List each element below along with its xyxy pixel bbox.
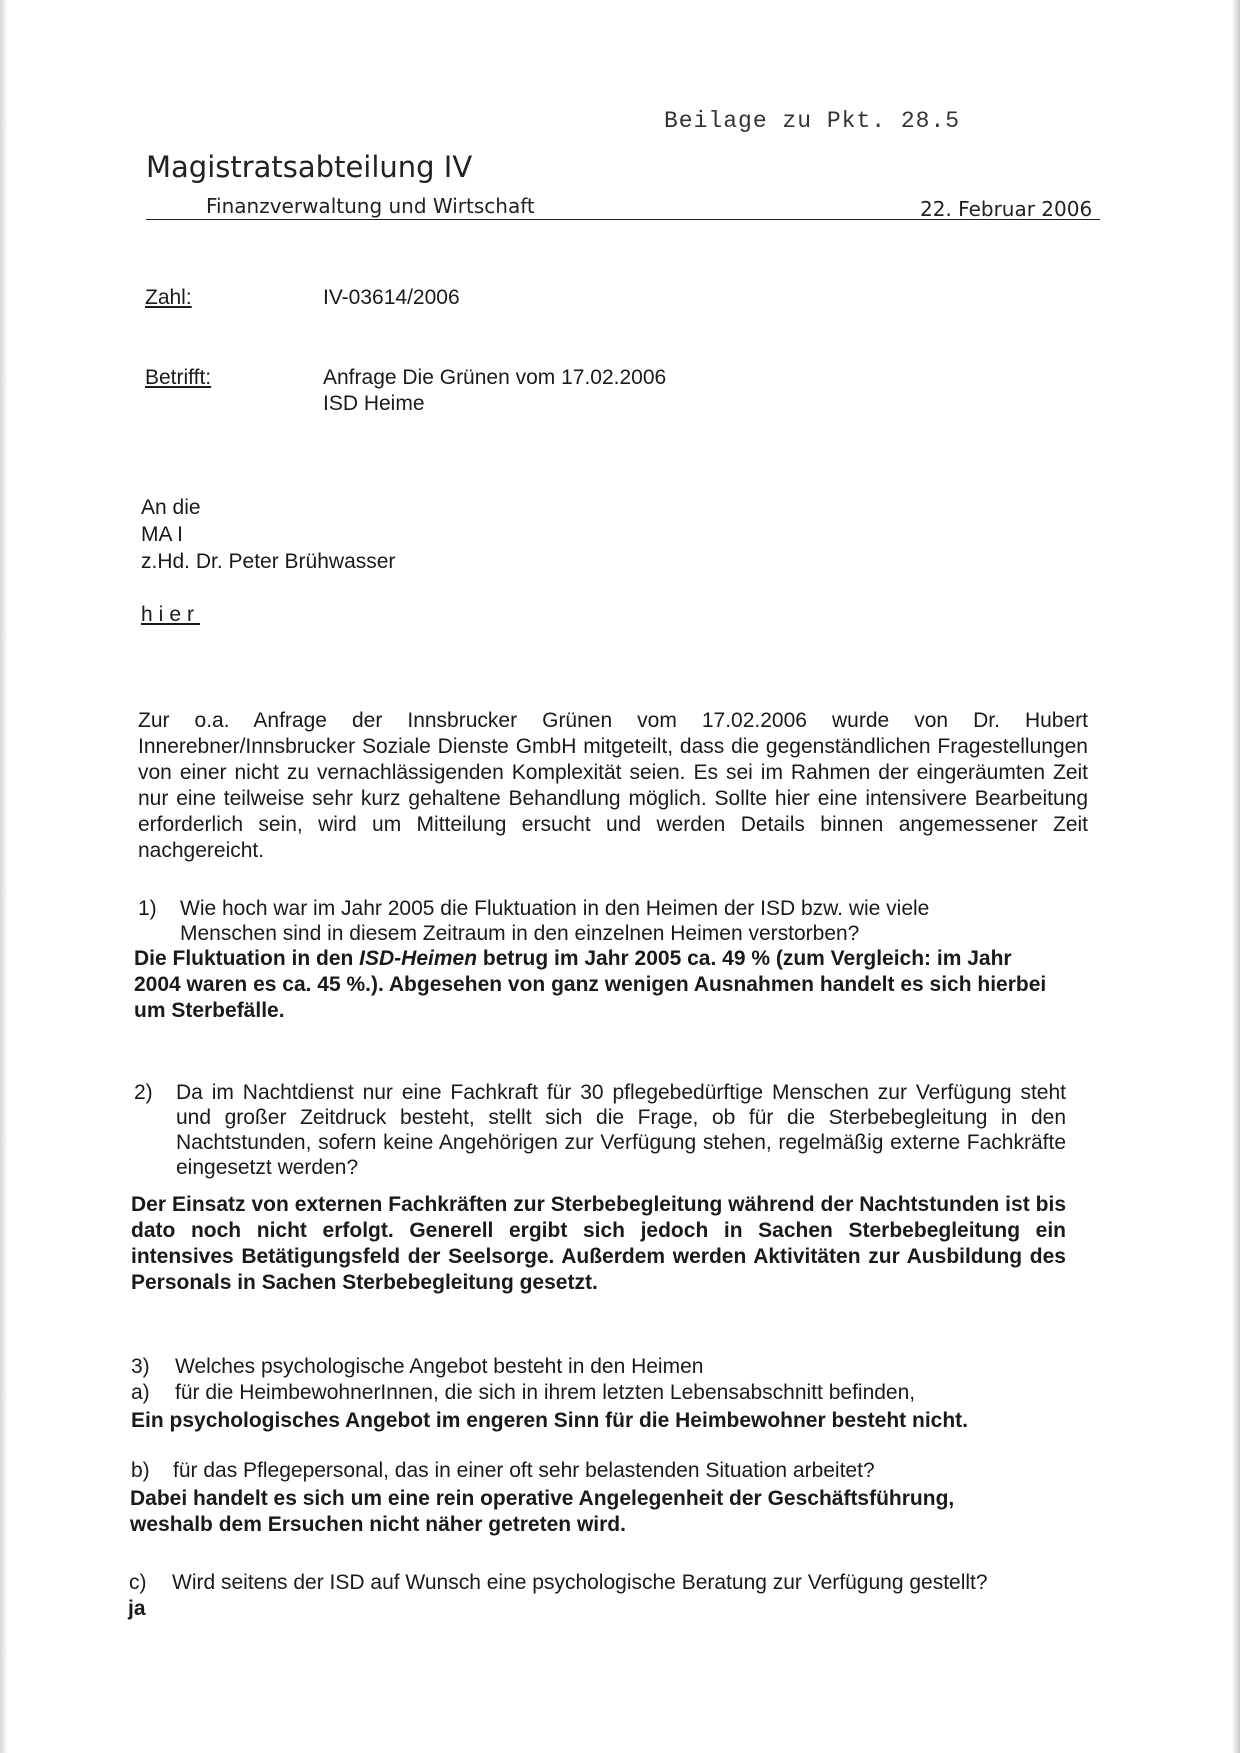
q3a-question: für die HeimbewohnerInnen, die sich in ihrem letzten Lebensabschnitt befinden, [175,1381,916,1404]
recipient-location: hier [141,603,201,626]
q1-answer-emphasis: ISD-Heimen [359,947,478,970]
q3b-label: b) [131,1459,150,1482]
q2-number: 2) [134,1081,153,1104]
q2-question: Da im Nachtdienst nur eine Fachkraft für 30 pflegebedürftige Menschen zur Verfügung steht und großer Zeitdruck besteht, stellt sich die Frage, ob für die Sterbebegleitung in den Nachtstunden, sofern keine Angehörigen zur Verfügung stehen, regelmäßig externe Fachkräfte eingesetzt werden? [176,1081,1066,1179]
q3b-answer-line-2: weshalb dem Ersuchen nicht näher getreten wird. [130,1513,626,1536]
betrifft-label: Betrifft: [145,366,212,389]
betrifft-line-1: Anfrage Die Grünen vom 17.02.2006 [323,366,667,389]
recipient-line-3: z.Hd. Dr. Peter Brühwasser [141,550,396,573]
zahl-value: IV-03614/2006 [323,286,460,309]
q1-answer [134,946,1064,1024]
scan-edge-left [0,0,8,1753]
scan-edge-right [1232,0,1240,1753]
header-rule [146,219,1100,220]
q3a-answer: Ein psychologisches Angebot im engeren Sinn für die Heimbewohner besteht nicht. [131,1409,969,1432]
intro-paragraph: Zur o.a. Anfrage der Innsbrucker Grünen vom 17.02.2006 wurde von Dr. Hubert Innerebner/Innsbrucker Soziale Dienste GmbH mitgeteilt, dass die gegenständlichen Fragestellungen von einer nicht zu vernachlässigenden Komplexität seien. Es sei im Rahmen der eingeräumten Zeit nur eine teilweise sehr kurz gehaltene Behandlung möglich. Sollte hier eine intensivere Bearbeitung erforderlich sein, wird um Mitteilung ersucht und werden Details binnen angemessener Zeit nachgereicht. [138,709,1088,862]
document-date: 22. Februar 2006 [920,197,1093,221]
q1-answer-part-2: betrug im Jahr 2005 ca. 49 % (zum Vergleich: im Jahr 2004 waren es ca. 45 %.). Abgesehen von ganz wenigen Ausnahmen handelt es sich hierbei um Sterbefälle. [134,947,1047,1022]
q3c-answer: ja [128,1597,146,1620]
recipient-line-1: An die [141,496,201,519]
q3b-answer-line-1: Dabei handelt es sich um eine rein operative Angelegenheit der Geschäftsführung, [130,1487,955,1510]
q3-number: 3) [131,1355,150,1378]
q3a-label: a) [131,1381,150,1404]
attachment-stamp: Beilage zu Pkt. 28.5 [664,108,961,134]
q3c-question: Wird seitens der ISD auf Wunsch eine psychologische Beratung zur Verfügung gestellt? [172,1571,988,1594]
recipient-line-2: MA I [141,523,184,546]
q1-question-line-2: Menschen sind in diesem Zeitraum in den einzelnen Heimen verstorben? [180,922,860,945]
q1-number: 1) [138,897,157,920]
q2-answer: Der Einsatz von externen Fachkräften zur Sterbebegleitung während der Nachtstunden ist bis dato noch nicht erfolgt. Generell ergibt sich jedoch in Sachen Sterbebegleitung ein intensives Betätigungsfeld der Seelsorge. Außerdem werden Aktivitäten zur Ausbildung des Personals in Sachen Sterbebegleitung gesetzt. [131,1193,1066,1294]
department-title: Magistratsabteilung IV [146,150,473,184]
q1-question-line-1: Wie hoch war im Jahr 2005 die Fluktuation in den Heimen der ISD bzw. wie viele [180,897,930,920]
subdepartment-title: Finanzverwaltung und Wirtschaft [206,194,535,218]
q1-answer-part-1: Die Fluktuation in den [134,947,360,970]
q3b-question: für das Pflegepersonal, das in einer oft sehr belastenden Situation arbeitet? [173,1459,875,1482]
betrifft-line-2: ISD Heime [323,392,425,415]
q3c-label: c) [129,1571,147,1594]
zahl-label: Zahl: [145,286,192,309]
q3-question: Welches psychologische Angebot besteht in den Heimen [175,1355,704,1378]
